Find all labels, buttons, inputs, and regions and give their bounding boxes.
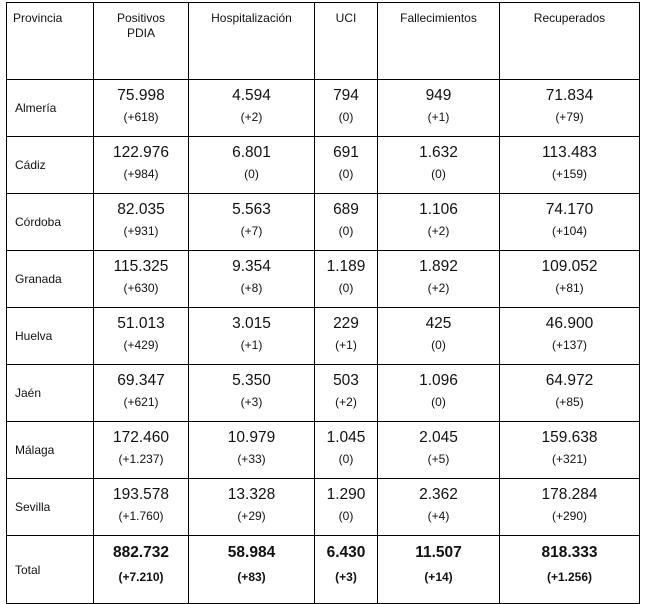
cell-recuperados (500, 422, 640, 479)
recuperados-delta: (+81) (555, 281, 584, 295)
recuperados-value: 71.834 (545, 87, 594, 104)
cell-positivos (94, 137, 189, 194)
cell-fallecimientos (378, 479, 500, 536)
recuperados-value: 46.900 (545, 315, 594, 332)
recuperados-value: 64.972 (545, 372, 594, 389)
positivos-delta: (+429) (123, 338, 159, 352)
uci-value: 689 (333, 201, 359, 218)
cell-positivos (94, 536, 189, 604)
province-name: Cádiz (7, 137, 94, 194)
province-name: Huelva (7, 308, 94, 365)
recuperados-delta: (+79) (555, 110, 584, 124)
table-row (7, 479, 640, 536)
positivos-delta: (+984) (123, 167, 159, 181)
cell-positivos (94, 422, 189, 479)
cell-fallecimientos (378, 365, 500, 422)
hospitalizacion-delta: (+3) (240, 395, 263, 409)
cell-uci (315, 536, 378, 604)
uci-value: 1.045 (326, 429, 366, 446)
recuperados-value: 818.333 (541, 544, 598, 561)
fallecimientos-delta: (0) (431, 167, 446, 181)
cell-uci (315, 251, 378, 308)
cell-hospitalizacion (189, 365, 315, 422)
fallecimientos-delta: (0) (431, 338, 446, 352)
positivos-value: 882.732 (112, 544, 170, 561)
uci-value: 503 (333, 372, 359, 389)
fallecimientos-value: 425 (425, 315, 452, 332)
province-name: Almería (7, 80, 94, 137)
uci-delta: (+3) (335, 570, 357, 584)
positivos-delta: (+1.760) (118, 509, 164, 523)
hospitalizacion-delta: (+33) (237, 452, 266, 466)
fallecimientos-value: 2.362 (419, 486, 458, 503)
hospitalizacion-value: 6.801 (232, 144, 271, 161)
hospitalizacion-value: 5.350 (232, 372, 271, 389)
uci-value: 794 (333, 87, 359, 104)
cell-positivos (94, 80, 189, 137)
uci-delta: (0) (338, 167, 354, 181)
cell-positivos (94, 251, 189, 308)
recuperados-delta: (+137) (551, 338, 588, 352)
hospitalizacion-value: 13.328 (227, 486, 276, 503)
province-name: Granada (7, 251, 94, 308)
fallecimientos-delta: (+1) (427, 110, 450, 124)
positivos-delta: (+618) (123, 110, 159, 124)
positivos-value: 51.013 (117, 315, 165, 332)
uci-value: 1.290 (326, 486, 366, 503)
hospitalizacion-value: 9.354 (232, 258, 271, 275)
cell-uci (315, 137, 378, 194)
recuperados-delta: (+321) (551, 452, 588, 466)
table-row (7, 137, 640, 194)
cell-recuperados (500, 251, 640, 308)
cell-hospitalizacion (189, 251, 315, 308)
header-positivos: Positivos PDIA (94, 3, 189, 80)
cell-uci (315, 194, 378, 251)
cell-fallecimientos (378, 422, 500, 479)
cell-hospitalizacion (189, 308, 315, 365)
header-hospitalizacion: Hospitalización (189, 3, 315, 80)
uci-delta: (0) (338, 509, 354, 523)
fallecimientos-value: 1.632 (419, 144, 458, 161)
hospitalizacion-delta: (+29) (237, 509, 266, 523)
uci-delta: (+1) (335, 338, 357, 352)
fallecimientos-value: 1.892 (419, 258, 458, 275)
cell-hospitalizacion (189, 422, 315, 479)
cell-uci (315, 479, 378, 536)
recuperados-delta: (+85) (555, 395, 584, 409)
cell-fallecimientos (378, 308, 500, 365)
positivos-value: 172.460 (112, 429, 170, 446)
cell-recuperados (500, 308, 640, 365)
uci-value: 229 (333, 315, 359, 332)
recuperados-value: 109.052 (541, 258, 598, 275)
cell-recuperados (500, 194, 640, 251)
cell-positivos (94, 194, 189, 251)
recuperados-value: 159.638 (541, 429, 598, 446)
hospitalizacion-value: 5.563 (232, 201, 271, 218)
hospitalizacion-value: 3.015 (232, 315, 271, 332)
hospitalizacion-delta: (0) (244, 167, 259, 181)
province-name: Málaga (7, 422, 94, 479)
recuperados-value: 74.170 (545, 201, 594, 218)
positivos-value: 193.578 (112, 486, 170, 503)
cell-fallecimientos (378, 80, 500, 137)
positivos-value: 82.035 (117, 201, 165, 218)
positivos-delta: (+7.210) (118, 570, 164, 584)
positivos-value: 75.998 (117, 87, 165, 104)
uci-delta: (0) (338, 452, 354, 466)
cell-hospitalizacion (189, 536, 315, 604)
fallecimientos-value: 1.096 (419, 372, 458, 389)
fallecimientos-delta: (+14) (424, 570, 453, 584)
cell-fallecimientos (378, 536, 500, 604)
header-recuperados: Recuperados (500, 3, 640, 80)
uci-value: 6.430 (326, 544, 366, 561)
uci-delta: (0) (338, 224, 354, 238)
cell-uci (315, 308, 378, 365)
fallecimientos-delta: (0) (431, 395, 446, 409)
cell-positivos (94, 365, 189, 422)
hospitalizacion-delta: (+2) (240, 110, 263, 124)
fallecimientos-delta: (+5) (427, 452, 450, 466)
uci-delta: (0) (338, 281, 354, 295)
total-row (7, 536, 640, 604)
table-row (7, 80, 640, 137)
hospitalizacion-delta: (+83) (237, 570, 266, 584)
covid-table (6, 2, 640, 604)
hospitalizacion-value: 10.979 (227, 429, 276, 446)
fallecimientos-value: 2.045 (419, 429, 458, 446)
hospitalizacion-delta: (+7) (240, 224, 263, 238)
table-row (7, 251, 640, 308)
cell-hospitalizacion (189, 479, 315, 536)
positivos-delta: (+630) (123, 281, 159, 295)
fallecimientos-value: 1.106 (419, 201, 458, 218)
cell-positivos (94, 308, 189, 365)
table-row (7, 422, 640, 479)
cell-positivos (94, 479, 189, 536)
province-name: Córdoba (7, 194, 94, 251)
cell-recuperados (500, 365, 640, 422)
header-uci: UCI (315, 3, 378, 80)
hospitalizacion-delta: (+1) (240, 338, 263, 352)
positivos-delta: (+1.237) (118, 452, 164, 466)
uci-value: 1.189 (326, 258, 366, 275)
header-fallecimientos: Fallecimientos (378, 3, 500, 80)
recuperados-value: 178.284 (541, 486, 598, 503)
cell-uci (315, 365, 378, 422)
cell-uci (315, 80, 378, 137)
recuperados-delta: (+1.256) (546, 570, 593, 584)
hospitalizacion-delta: (+8) (240, 281, 263, 295)
province-name: Total (7, 536, 94, 604)
cell-recuperados (500, 137, 640, 194)
cell-hospitalizacion (189, 137, 315, 194)
fallecimientos-delta: (+4) (427, 509, 450, 523)
recuperados-delta: (+104) (551, 224, 588, 238)
cell-fallecimientos (378, 137, 500, 194)
positivos-value: 69.347 (117, 372, 165, 389)
positivos-value: 115.325 (113, 258, 169, 275)
cell-fallecimientos (378, 251, 500, 308)
province-name: Jaén (7, 365, 94, 422)
fallecimientos-delta: (+2) (427, 281, 450, 295)
header-provincia: Provincia (7, 3, 94, 80)
recuperados-value: 113.483 (542, 144, 597, 161)
table-row (7, 308, 640, 365)
uci-delta: (+2) (335, 395, 357, 409)
hospitalizacion-value: 58.984 (227, 544, 276, 561)
cell-hospitalizacion (189, 194, 315, 251)
hospitalizacion-value: 4.594 (232, 87, 271, 104)
fallecimientos-value: 949 (425, 87, 452, 104)
header-row (7, 3, 640, 80)
table-row (7, 365, 640, 422)
fallecimientos-delta: (+2) (427, 224, 450, 238)
uci-value: 691 (333, 144, 359, 161)
positivos-delta: (+621) (123, 395, 159, 409)
cell-recuperados (500, 80, 640, 137)
cell-recuperados (500, 536, 640, 604)
province-name: Sevilla (7, 479, 94, 536)
recuperados-delta: (+290) (551, 509, 588, 523)
cell-recuperados (500, 479, 640, 536)
recuperados-delta: (+159) (551, 167, 588, 181)
cell-hospitalizacion (189, 80, 315, 137)
table-row (7, 194, 640, 251)
positivos-value: 122.976 (112, 144, 170, 161)
cell-uci (315, 422, 378, 479)
cell-fallecimientos (378, 194, 500, 251)
uci-delta: (0) (338, 110, 354, 124)
positivos-delta: (+931) (123, 224, 159, 238)
fallecimientos-value: 11.507 (415, 544, 462, 561)
